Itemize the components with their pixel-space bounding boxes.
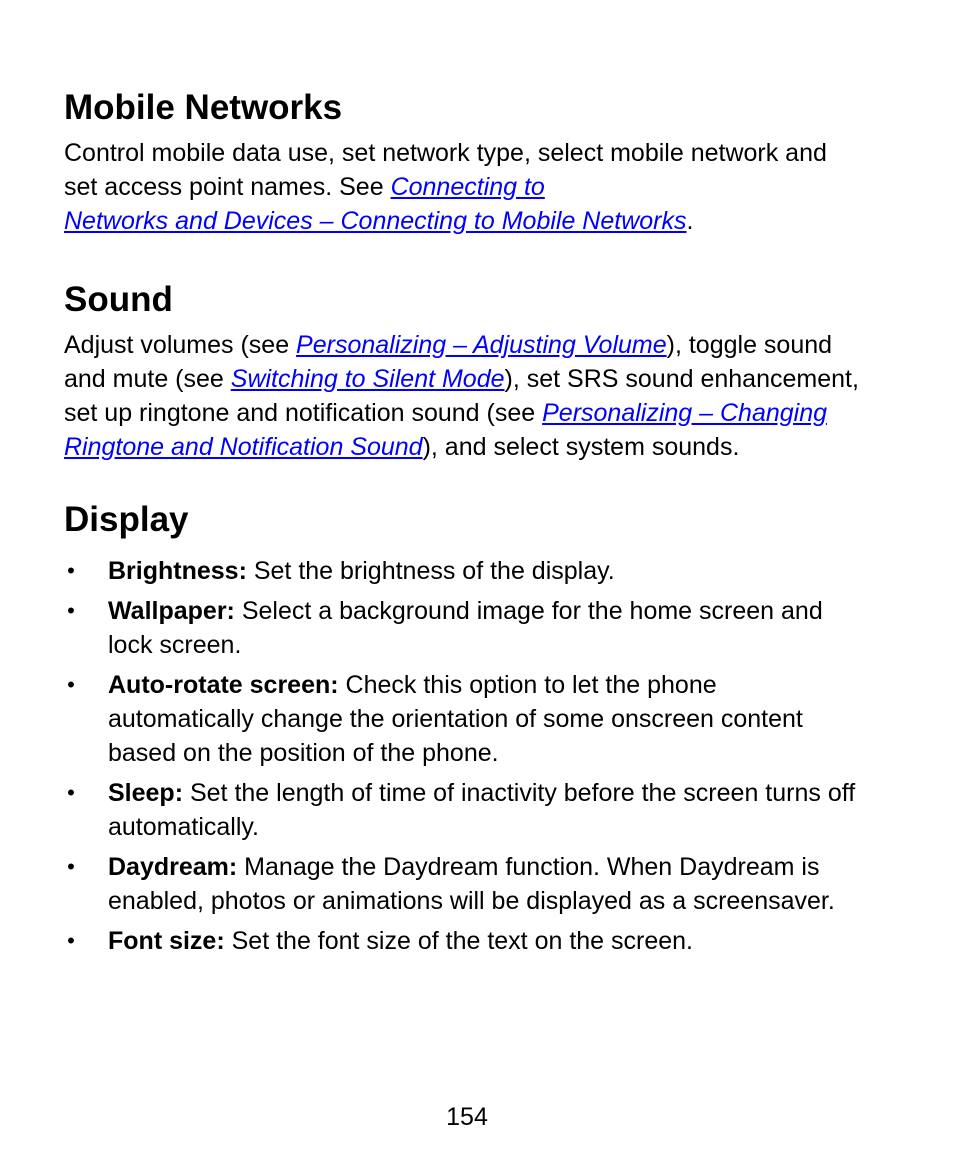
sound-text-4: ), and select system sounds. [422,433,740,461]
document-page [64,86,864,964]
bullet-icon: • [67,558,75,583]
list-item-sleep [64,776,864,844]
link-connecting-to-networks-part-1[interactable]: Connecting to [390,173,545,201]
item-term: Wallpaper: [108,597,235,625]
sound-text-1: Adjust volumes (see [64,331,297,359]
sound-text-2: ), toggle sound and mute (see [64,331,833,393]
item-description: Set the length of time of inactivity before the screen turns off automatically. [108,779,856,841]
list-item-brightness [64,554,864,588]
mobile-networks-text-1: Control mobile data use, set network type, select mobile network and set access point names. See [64,139,827,201]
page-number: 154 [446,1103,488,1131]
sound-text-3: ), set SRS sound enhancement, set up ringtone and notification sound (see [64,365,859,427]
item-description: Set the brightness of the display. [246,557,615,585]
bullet-icon: • [67,928,75,953]
link-adjusting-volume[interactable]: Personalizing – Adjusting Volume [296,331,667,359]
item-term: Auto-rotate screen: [108,671,339,699]
item-term: Daydream: [108,853,238,881]
item-description: Select a background image for the home screen and lock screen. [108,597,823,659]
mobile-networks-text-2: . [686,207,694,235]
bullet-icon: • [67,780,75,805]
sound-paragraph [64,328,864,464]
list-item-daydream [64,850,864,918]
bullet-icon: • [67,672,75,697]
heading-display: Display [64,500,189,539]
list-item-font-size [64,924,864,958]
item-term: Sleep: [108,779,184,807]
link-switching-to-silent-mode[interactable]: Switching to Silent Mode [230,365,505,393]
bullet-icon: • [67,598,75,623]
link-changing-ringtone[interactable]: Personalizing – Changing Ringtone and Notification Sound [64,399,828,461]
heading-sound: Sound [64,280,173,319]
list-item-wallpaper [64,594,864,662]
heading-mobile-networks: Mobile Networks [64,88,343,127]
link-connecting-to-networks-part-2[interactable]: Networks and Devices – Connecting to Mobile Networks [64,207,687,235]
list-item-auto-rotate [64,668,864,770]
item-term: Font size: [108,927,225,955]
mobile-networks-paragraph [64,136,864,238]
bullet-icon: • [67,854,75,879]
display-settings-list [64,554,864,958]
item-term: Brightness: [108,557,247,585]
item-description: Set the font size of the text on the screen. [224,927,694,955]
item-description: Check this option to let the phone automatically change the orientation of some onscreen content based on the position of the phone. [108,671,803,767]
item-description: Manage the Daydream function. When Daydream is enabled, photos or animations will be displayed as a screensaver. [108,853,835,915]
